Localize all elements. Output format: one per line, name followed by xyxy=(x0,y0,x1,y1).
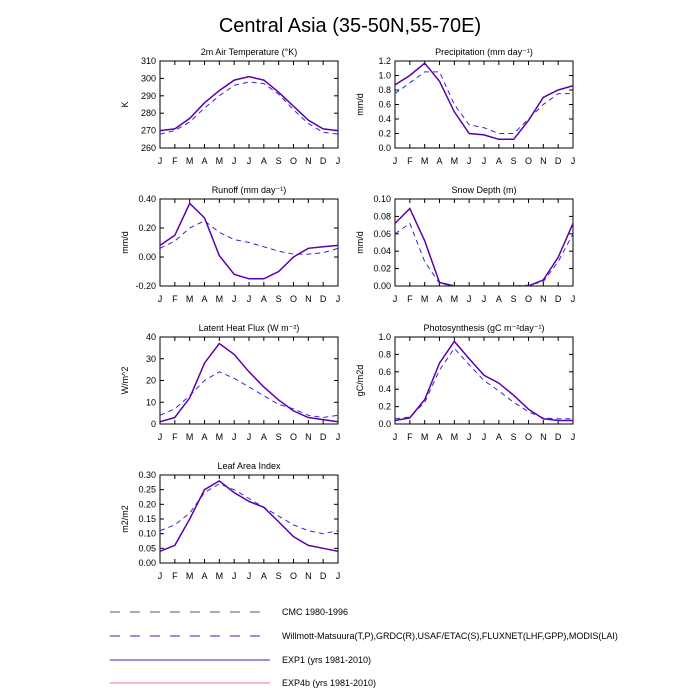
y-tick-label: 0.4 xyxy=(378,384,391,395)
x-tick-label: M xyxy=(185,294,194,304)
x-tick-label: J xyxy=(392,156,398,166)
chart-panels xyxy=(120,47,575,581)
panel-title: 2m Air Temperature (°K) xyxy=(200,47,298,57)
x-tick-label: N xyxy=(540,432,547,442)
x-tick-label: J xyxy=(246,294,252,304)
x-tick-label: J xyxy=(157,294,163,304)
x-tick-label: J xyxy=(466,294,472,304)
y-tick-label: 0.8 xyxy=(378,349,391,360)
y-axis-label: W/m^2 xyxy=(120,366,130,395)
x-tick-label: A xyxy=(495,432,502,442)
y-tick-label: 0.4 xyxy=(378,114,391,124)
x-tick-label: M xyxy=(420,294,429,304)
series-line-1 xyxy=(160,203,338,278)
y-tick-label: 0.6 xyxy=(378,99,391,110)
plot-frame xyxy=(395,199,573,286)
y-tick-label: 0.20 xyxy=(138,223,156,233)
chart-panel-6 xyxy=(355,323,575,442)
legend-label: CMC 1980-1996 xyxy=(282,607,349,617)
x-tick-label: N xyxy=(305,156,312,166)
x-tick-label: D xyxy=(319,294,327,304)
x-tick-label: J xyxy=(481,432,487,442)
x-tick-label: A xyxy=(201,294,208,304)
x-tick-label: A xyxy=(260,294,267,304)
x-tick-label: M xyxy=(185,571,194,581)
y-tick-label: 0.00 xyxy=(138,252,156,262)
y-tick-label: 260 xyxy=(140,143,156,153)
x-tick-label: A xyxy=(201,432,208,442)
chart-panel-1 xyxy=(120,47,340,166)
y-tick-label: 0.40 xyxy=(138,194,156,204)
y-tick-label: 0.04 xyxy=(373,246,391,257)
y-axis-label: K xyxy=(120,101,130,108)
y-tick-label: 290 xyxy=(140,90,156,101)
y-tick-label: 0 xyxy=(150,419,156,429)
x-tick-label: J xyxy=(570,156,576,166)
x-tick-label: D xyxy=(554,432,562,442)
panel-title: Precipitation (mm day⁻¹) xyxy=(435,47,533,57)
series-line-1 xyxy=(395,341,573,420)
x-tick-label: J xyxy=(335,432,341,442)
panel-title: Photosynthesis (gC m⁻²day⁻¹) xyxy=(423,323,545,333)
x-tick-label: A xyxy=(436,156,443,166)
series-line-2 xyxy=(160,484,338,534)
y-tick-label: 0.30 xyxy=(138,470,156,480)
y-tick-label: 10 xyxy=(145,397,156,408)
y-axis-label: mm/d xyxy=(355,231,365,254)
chart-panel-5 xyxy=(120,323,340,442)
x-tick-label: D xyxy=(554,156,562,166)
chart-panel-7 xyxy=(120,461,340,581)
x-tick-label: M xyxy=(420,432,429,442)
x-tick-label: J xyxy=(481,156,487,166)
x-tick-label: N xyxy=(305,571,312,581)
x-tick-label: M xyxy=(185,432,194,442)
legend-item-1 xyxy=(110,607,348,617)
x-tick-label: A xyxy=(436,294,443,304)
x-tick-label: M xyxy=(215,571,224,581)
x-tick-label: J xyxy=(392,294,398,304)
x-tick-label: J xyxy=(466,156,472,166)
x-tick-label: J xyxy=(157,432,163,442)
series-line-2 xyxy=(395,348,573,419)
y-tick-label: 1.2 xyxy=(378,56,391,66)
panel-title: Runoff (mm day⁻¹) xyxy=(211,185,287,195)
x-tick-label: J xyxy=(570,294,576,304)
x-tick-label: J xyxy=(466,432,472,442)
y-tick-label: 0.15 xyxy=(138,514,156,524)
y-tick-label: 0.05 xyxy=(138,543,156,554)
x-tick-label: M xyxy=(215,294,224,304)
x-tick-label: O xyxy=(524,294,533,304)
chart-panel-4 xyxy=(355,185,575,304)
x-tick-label: F xyxy=(172,294,178,304)
x-tick-label: F xyxy=(407,156,413,166)
chart-panel-3 xyxy=(120,185,340,304)
x-tick-label: A xyxy=(436,432,443,442)
series-line-1 xyxy=(395,209,573,286)
y-tick-label: 0.8 xyxy=(378,85,391,95)
x-tick-label: M xyxy=(215,156,224,166)
legend-label: EXP4b (yrs 1981-2010) xyxy=(282,678,377,688)
x-tick-label: J xyxy=(231,156,237,166)
series-line-2 xyxy=(160,372,338,418)
x-tick-label: O xyxy=(524,432,533,442)
y-axis-label: mm/d xyxy=(355,93,365,116)
x-tick-label: O xyxy=(289,294,298,304)
y-axis-label: m2/m2 xyxy=(120,505,130,533)
x-tick-label: J xyxy=(570,432,576,442)
panel-title: Leaf Area Index xyxy=(217,461,281,471)
legend-label: EXP1 (yrs 1981-2010) xyxy=(282,655,372,665)
y-tick-label: 310 xyxy=(140,56,156,66)
x-tick-label: J xyxy=(481,294,487,304)
x-tick-label: F xyxy=(407,432,413,442)
x-tick-label: J xyxy=(231,571,237,581)
x-tick-label: S xyxy=(510,432,517,442)
plot-frame xyxy=(395,337,573,424)
panel-title: Snow Depth (m) xyxy=(451,185,517,195)
y-tick-label: 0.6 xyxy=(378,366,391,377)
y-tick-label: 40 xyxy=(145,332,156,342)
x-tick-label: S xyxy=(275,432,282,442)
x-tick-label: A xyxy=(201,571,208,581)
x-tick-label: M xyxy=(215,432,224,442)
x-tick-label: J xyxy=(231,432,237,442)
y-tick-label: 0.0 xyxy=(378,143,391,153)
x-tick-label: O xyxy=(289,432,298,442)
x-tick-label: D xyxy=(319,432,327,442)
x-tick-label: F xyxy=(172,432,178,442)
y-tick-label: 20 xyxy=(145,375,156,386)
x-tick-label: D xyxy=(319,571,327,581)
x-tick-label: F xyxy=(407,294,413,304)
x-tick-label: N xyxy=(305,432,312,442)
x-tick-label: S xyxy=(275,294,282,304)
y-tick-label: 0.10 xyxy=(373,194,391,204)
y-tick-label: 0.10 xyxy=(138,528,156,539)
x-tick-label: S xyxy=(510,294,517,304)
x-tick-label: J xyxy=(335,294,341,304)
series-line-1 xyxy=(160,77,338,131)
x-tick-label: M xyxy=(420,156,429,166)
x-tick-label: A xyxy=(495,294,502,304)
x-tick-label: S xyxy=(510,156,517,166)
legend xyxy=(110,607,618,688)
series-line-1 xyxy=(160,344,338,422)
plot-frame xyxy=(160,475,338,563)
x-tick-label: J xyxy=(157,156,163,166)
legend-item-4 xyxy=(110,678,376,688)
x-tick-label: J xyxy=(335,156,341,166)
x-tick-label: D xyxy=(554,294,562,304)
y-tick-label: -0.20 xyxy=(135,281,156,291)
x-tick-label: J xyxy=(157,571,163,581)
x-tick-label: J xyxy=(246,156,252,166)
y-tick-label: 1.0 xyxy=(378,332,391,342)
x-tick-label: J xyxy=(246,571,252,581)
x-tick-label: N xyxy=(305,294,312,304)
plot-frame xyxy=(160,61,338,148)
y-tick-label: 0.2 xyxy=(378,128,391,139)
x-tick-label: O xyxy=(289,156,298,166)
y-tick-label: 0.2 xyxy=(378,401,391,412)
y-tick-label: 0.06 xyxy=(373,228,391,239)
y-tick-label: 300 xyxy=(140,73,156,84)
y-axis-label: gC/m2d xyxy=(355,364,365,397)
x-tick-label: A xyxy=(260,432,267,442)
x-tick-label: A xyxy=(201,156,208,166)
x-tick-label: A xyxy=(260,571,267,581)
x-tick-label: F xyxy=(172,156,178,166)
x-tick-label: M xyxy=(185,156,194,166)
x-tick-label: F xyxy=(172,571,178,581)
chart-panel-2 xyxy=(355,47,575,166)
y-tick-label: 0.00 xyxy=(138,558,156,568)
x-tick-label: J xyxy=(335,571,341,581)
plot-frame xyxy=(160,337,338,424)
series-line-2 xyxy=(160,221,338,254)
x-tick-label: A xyxy=(495,156,502,166)
y-tick-label: 0.02 xyxy=(373,263,391,274)
y-tick-label: 280 xyxy=(140,108,156,119)
y-tick-label: 1.0 xyxy=(378,70,391,81)
x-tick-label: J xyxy=(392,432,398,442)
y-tick-label: 30 xyxy=(145,353,156,364)
x-tick-label: N xyxy=(540,294,547,304)
y-tick-label: 0.20 xyxy=(138,499,156,510)
x-tick-label: A xyxy=(260,156,267,166)
legend-item-3 xyxy=(110,655,371,665)
x-tick-label: O xyxy=(524,156,533,166)
x-tick-label: O xyxy=(289,571,298,581)
legend-label: Willmott-Matsuura(T,P),GRDC(R),USAF/ETAC(S),FLUXNET(LHF,GPP),MODIS(LAI) xyxy=(282,631,618,641)
x-tick-label: S xyxy=(275,156,282,166)
legend-item-2 xyxy=(110,631,618,641)
y-tick-label: 270 xyxy=(140,125,156,136)
series-line-2 xyxy=(160,82,338,134)
x-tick-label: M xyxy=(450,156,459,166)
x-tick-label: J xyxy=(231,294,237,304)
y-tick-label: 0.08 xyxy=(373,211,391,222)
series-line-2 xyxy=(395,72,573,134)
y-tick-label: 0.25 xyxy=(138,484,156,495)
x-tick-label: S xyxy=(275,571,282,581)
y-tick-label: 0.00 xyxy=(373,281,391,291)
x-tick-label: N xyxy=(540,156,547,166)
x-tick-label: M xyxy=(450,432,459,442)
x-tick-label: D xyxy=(319,156,327,166)
x-tick-label: M xyxy=(450,294,459,304)
x-tick-label: J xyxy=(246,432,252,442)
figure-title: Central Asia (35-50N,55-70E) xyxy=(218,15,482,37)
y-axis-label: mm/d xyxy=(120,231,130,254)
panel-title: Latent Heat Flux (W m⁻²) xyxy=(198,323,300,333)
y-tick-label: 0.0 xyxy=(378,419,391,429)
